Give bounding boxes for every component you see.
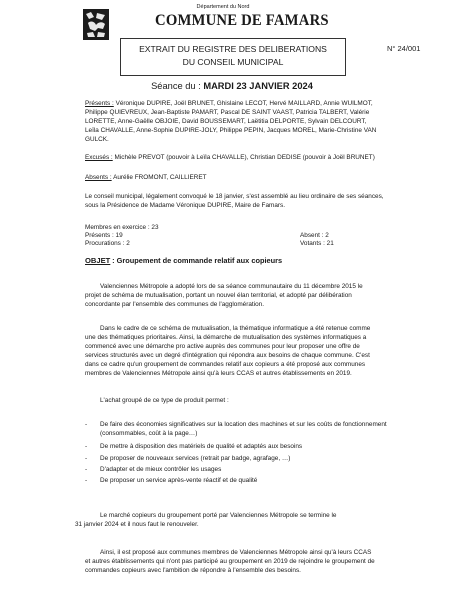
para3-line-1: Le marché copieurs du groupement porté par Valenciennes Métropole se termine le [100,512,337,519]
bullet-1-line-2: (consommables, coût à la page…) [100,430,198,437]
para2-line-2: une des thématiques prioritaires. Ainsi, la démarche de mutualisation des systèmes informatiques a [85,334,367,341]
commune-crest-logo [83,9,109,40]
convocation-line-2: sous la Présidence de Madame Véronique DUPIRE, Maire de Famars. [85,202,285,209]
objet-label: OBJET [85,256,111,265]
para2-line-3: commencé avec une démarche pro active auprès des communes pour leur proposer une offre de [85,343,360,350]
departement-label: Département du Nord [196,4,250,10]
para1-line-1: Valenciennes Métropole a adopté lors de sa séance communautaire du 11 décembre 2015 le [100,283,363,290]
presents-line-5: GULCK. [85,136,109,143]
para4-line-2: et autres établissements qui n'ont pas participé au groupement en 2019 de rejoindre le groupement de [85,558,375,565]
extrait-line-2: DU CONSEIL MUNICIPAL [182,57,284,67]
para2-line-5: dans ce cadre qu'un groupement de commandes relatif aux copieurs a été proposé aux communes [85,361,366,368]
excuses-label: Excusés : [85,154,113,161]
convocation-line-1: Le conseil municipal, légalement convoqué le 18 janvier, s'est assemblé au lieu ordinaire de ses séances, [85,193,384,200]
para3-line-2: 31 janvier 2024 et il nous faut le renouveler. [75,521,199,528]
presents-line-4: Leïla CHAVALLE, Anne-Sophie DUPIRE-JOLY, Philippe PEPIN, Jacques MOREL, Marie-Christine VAN [85,127,377,134]
seance-label: Séance du : [151,81,201,91]
votants-count: Votants : 21 [300,240,334,247]
deliberation-number: N° 24/001 [387,44,421,53]
objet-text: : Groupement de commande relatif aux copieurs [112,256,283,265]
para4-line-3: commandes copieurs avec l'ambition de répondre à l'ensemble des besoins. [85,567,301,574]
presents-line-2: Philippe QUIEVREUX, Jean-Baptiste PAMART, Pascal DE SAINT VAAST, Patricia TALBERT, Valérie [85,109,370,116]
commune-title: COMMUNE DE FAMARS [155,12,329,29]
para2-line-6: membres de Valenciennes Métropole ainsi qu'à leurs CCAS et autres établissements en 2019. [85,370,352,377]
seance-line [120,81,344,91]
bullet-dash: - [85,466,88,473]
absent-count: Absent : 2 [300,232,329,239]
excuses-line: Excusés : Michèle PREVOT (pouvoir à Leïla CHAVALLE), Christian DEDISE (pouvoir à Joël BRUNET) [85,154,375,161]
procurations-count: Procurations : 2 [85,240,130,247]
bullet-1-line-1: De faire des économies significatives sur la location des machines et sur les coûts de fonctionnement [100,421,387,428]
para2-line-4: services structurés avec un degré d'intégration qui répondra aux besoins de chaque commune. C'est [85,352,370,359]
seance-date: MARDI 23 JANVIER 2024 [203,81,313,91]
para1-line-2: projet de schéma de mutualisation, portant un nouvel élan territorial, et adopté par délibération [85,292,352,299]
bullet-3: De proposer de nouveaux services (retrait par badge, agrafage, …) [100,455,291,462]
extrait-line-1: EXTRAIT DU REGISTRE DES DELIBERATIONS [139,44,327,54]
presents-line-1: Présents : Véronique DUPIRE, Joël BRUNET, Ghislaine LECOT, Hervé MAILLARD, Annie WUILMOT, [85,100,373,107]
extrait-box [120,38,346,76]
bullet-5: De proposer un service après-vente réactif et de qualité [100,477,258,484]
para1-line-3: concordante par l'ensemble des communes de l'agglomération. [85,301,264,308]
para2-line-1: Dans le cadre de ce schéma de mutualisation, la thématique informatique a été retenue comme [100,325,371,332]
achat-intro: L'achat groupé de ce type de produit permet : [100,397,229,404]
objet-line [85,256,282,267]
bullet-dash: - [85,477,88,484]
bullet-dash: - [85,443,88,450]
membres-count: Membres en exercice : 23 [85,224,159,231]
presents-label: Présents : [85,100,114,107]
bullet-dash: - [85,421,88,428]
absents-line: Absents : Aurélie FROMONT, CAILLIERET [85,174,207,181]
presents-count: Présents : 19 [85,232,123,239]
bullet-dash: - [85,455,88,462]
bullet-4: D'adapter et de mieux contrôler les usages [100,466,222,473]
absents-label: Absents : [85,174,112,181]
bullet-2: De mettre à disposition des matériels de qualité et adaptés aux besoins [100,443,303,450]
para4-line-1: Ainsi, il est proposé aux communes membres de Valenciennes Métropole ainsi qu'à leurs CCAS [100,549,372,556]
presents-line-3: LORETTE, Anne-Gaëlle OBJOIE, David BOUSSEMART, Laëtitia DELPORTE, Sylvain DELCOURT, [85,118,367,125]
